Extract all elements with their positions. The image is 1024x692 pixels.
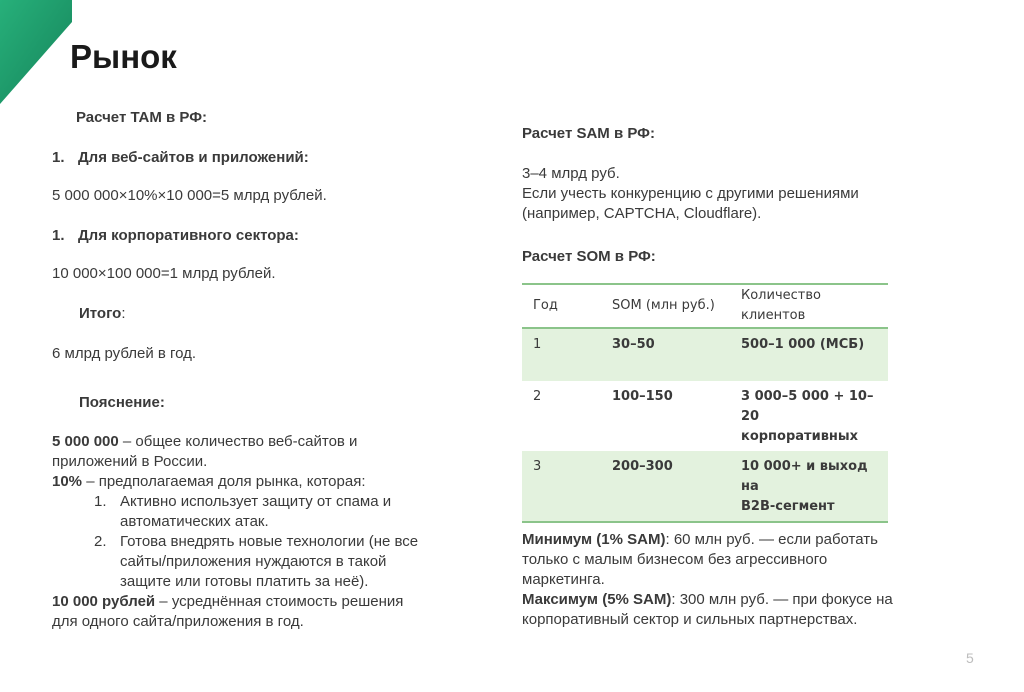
explanation-2-bold: 10% <box>52 473 83 490</box>
som-row-2-clients <box>730 381 888 451</box>
total-value: 6 млрд рублей в год. <box>52 345 197 362</box>
tam-item-1-label: Для веб-сайтов и приложений: <box>78 149 309 166</box>
slide-title: Рынок <box>70 38 177 75</box>
som-table-header-year: Год <box>522 284 601 328</box>
total-label <box>79 304 125 324</box>
som-row-3-clients-line-1: 10 000+ и выход на <box>741 459 868 494</box>
sublist-item-1-line-2: автоматических атак. <box>120 513 269 530</box>
minimum-line-1 <box>522 530 942 550</box>
maximum-text: : 300 млн руб. — при фокусе на <box>671 591 893 608</box>
tam-heading: Расчет TAM в РФ: <box>76 109 208 126</box>
total-label-text: Итого <box>79 305 122 322</box>
maximum-bold: Максимум (5% SAM) <box>522 591 672 608</box>
tam-item-1-heading <box>52 148 309 168</box>
som-row-3-clients-line-2: B2B-сегмент <box>741 499 835 514</box>
som-row-2-clients-line-1: 3 000–5 000 + 10–20 <box>741 389 874 424</box>
sublist-item-2 <box>94 532 474 592</box>
minimum-line-3: маркетинга. <box>522 571 605 588</box>
som-heading: Расчет SOM в РФ: <box>522 248 656 265</box>
table-row <box>522 381 888 451</box>
sublist-item-1-line-1: Активно использует защиту от спама и <box>120 493 392 510</box>
sublist-item-1 <box>94 492 474 532</box>
som-row-2-clients-line-2: корпоративных <box>741 429 859 444</box>
explanation-line-3 <box>52 592 472 612</box>
tam-item-2-heading <box>52 226 299 246</box>
sam-block <box>522 164 922 224</box>
sam-heading: Расчет SAM в РФ: <box>522 125 655 142</box>
sublist-item-2-line-1: Готова внедрять новые технологии (не все <box>120 533 419 550</box>
som-row-1-clients-line-1: 500–1 000 (МСБ) <box>741 337 865 352</box>
explanation-1-bold: 5 000 000 <box>52 433 119 450</box>
som-row-3-som: 200–300 <box>601 451 730 522</box>
som-row-1-som: 30–50 <box>601 328 730 381</box>
explanation-3-bold: 10 000 рублей <box>52 593 156 610</box>
table-row <box>522 451 888 522</box>
sublist-item-1-number: 1. <box>94 493 107 510</box>
sublist-item-2-number: 2. <box>94 533 107 550</box>
som-row-1-year: 1 <box>522 328 601 381</box>
som-row-1-clients <box>730 328 888 381</box>
explanation-heading: Пояснение: <box>79 394 165 411</box>
minimum-text: : 60 млн руб. — если работать <box>665 531 878 548</box>
tam-item-2-formula: 10 000×100 000=1 млрд рублей. <box>52 265 276 282</box>
corner-accent-shape <box>0 0 72 104</box>
explanation-block <box>52 432 472 492</box>
sublist-item-2-line-2: сайты/приложения нуждаются в такой <box>120 553 387 570</box>
minimum-bold: Минимум (1% SAM) <box>522 531 666 548</box>
som-row-2-som: 100–150 <box>612 389 673 404</box>
som-row-3-year: 3 <box>522 451 601 522</box>
sublist-item-2-line-3: защите или готовы платить за неё). <box>120 573 369 590</box>
som-table-header-som: SOM (млн руб.) <box>601 284 730 328</box>
explanation-line-2 <box>52 472 472 492</box>
explanation-3-block <box>52 592 472 632</box>
tam-item-2-number: 1. <box>52 227 65 244</box>
som-row-3-clients <box>730 451 888 522</box>
som-table-header-clients: Количество клиентов <box>730 284 888 328</box>
som-table <box>522 283 888 523</box>
tam-item-2-label: Для корпоративного сектора: <box>78 227 299 244</box>
explanation-line-1b: приложений в России. <box>52 453 208 470</box>
explanation-2-text: – предполагаемая доля рынка, которая: <box>82 473 366 490</box>
maximum-line-1 <box>522 590 942 610</box>
explanation-1-text: – общее количество веб-сайтов и <box>118 433 358 450</box>
explanation-3-text: – усреднённая стоимость решения <box>155 593 404 610</box>
explanation-line-3b: для одного сайта/приложения в год. <box>52 613 304 630</box>
som-row-2-year: 2 <box>533 389 542 404</box>
som-table-header-row <box>522 284 888 328</box>
table-row <box>522 328 888 381</box>
minimum-line-2: только с малым бизнесом без агрессивного <box>522 551 828 568</box>
sam-note-line-1: Если учесть конкуренцию с другими решениями <box>522 185 859 202</box>
explanation-sublist <box>94 492 474 592</box>
sam-note-line-2: (например, CAPTCHA, Cloudflare). <box>522 205 762 222</box>
min-max-block <box>522 530 942 630</box>
maximum-line-2: корпоративный сектор и сильных партнерствах. <box>522 611 858 628</box>
tam-item-1-formula: 5 000 000×10%×10 000=5 млрд рублей. <box>52 187 327 204</box>
total-label-colon: : <box>121 305 126 322</box>
sam-value: 3–4 млрд руб. <box>522 165 620 182</box>
page-number: 5 <box>966 650 974 666</box>
tam-item-1-number: 1. <box>52 149 65 166</box>
explanation-line-1 <box>52 432 472 452</box>
